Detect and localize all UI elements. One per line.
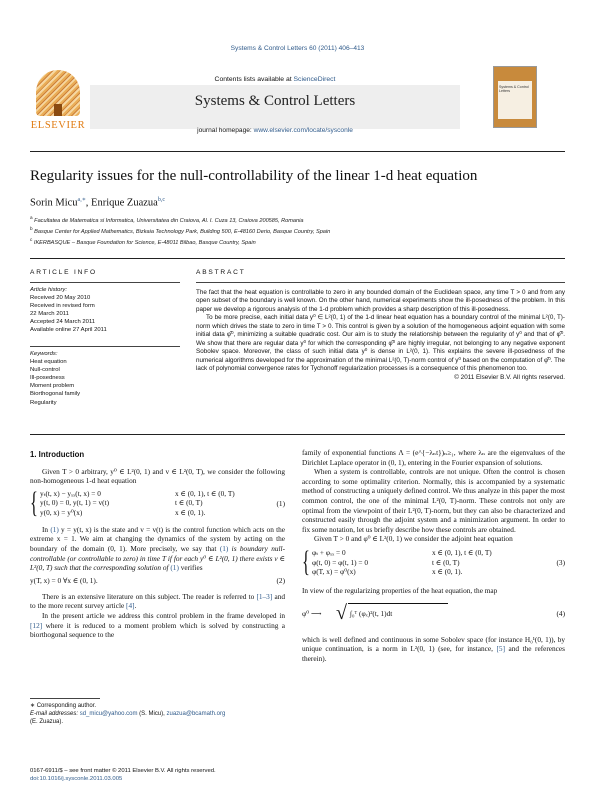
equation-3 bbox=[302, 544, 565, 580]
author-micu[interactable]: Sorin Micu bbox=[30, 197, 78, 209]
front-matter-footer bbox=[30, 767, 216, 783]
equation-ref-link[interactable]: (1) bbox=[170, 563, 179, 573]
keyword-item: Ill-posedness bbox=[30, 375, 65, 382]
equation-2 bbox=[30, 576, 285, 588]
footnote-rule bbox=[30, 698, 100, 699]
affiliation-mark: a bbox=[30, 215, 33, 220]
eq3-line: φ(t, 0) = φ(t, 1) = 0 bbox=[312, 557, 368, 567]
affiliation-b bbox=[30, 226, 330, 235]
text-run: and the references therein). bbox=[302, 644, 565, 663]
history-item: Received 20 May 2010 bbox=[30, 295, 91, 302]
equation-number: (4) bbox=[556, 608, 565, 618]
right-column bbox=[302, 448, 565, 663]
body-paragraph bbox=[302, 635, 565, 664]
eq2-body: y(T, x) = 0 ∀x ∈ (0, 1). bbox=[30, 575, 98, 585]
cover-title: Systems & Control Letters bbox=[499, 85, 529, 93]
elsevier-logo bbox=[30, 66, 86, 138]
abstract-body bbox=[196, 289, 565, 382]
eq3-line: φ(T, x) = φ⁰(x) bbox=[312, 567, 356, 577]
body-paragraph: family of exponential functions Λ = (e^{−λₙt})ₙ≥₁, where λₙ are the eigenvalues of the Dirichlet Laplace operator in (0, 1), entering in the Fourier expansion of solutions. bbox=[302, 448, 565, 467]
journal-cover-thumbnail bbox=[493, 66, 537, 128]
citation-link[interactable]: [12] bbox=[30, 620, 43, 630]
history-label: Article history: bbox=[30, 287, 67, 293]
homepage-prefix: journal homepage: bbox=[197, 127, 254, 134]
intro-paragraph: Given T > 0 arbitrary, y⁰ ∈ L²(0, 1) and v ∈ L²(0, T), we consider the following non-homogeneous 1-d heat equation bbox=[30, 466, 285, 486]
eq1-condition: x ∈ (0, 1). bbox=[175, 507, 206, 517]
history-item: Accepted 24 March 2011 bbox=[30, 319, 96, 326]
text-run: and to the more recent survey article bbox=[30, 591, 285, 611]
author-line bbox=[30, 196, 165, 209]
keyword-item: Regularity bbox=[30, 399, 57, 406]
tree-trunk-icon bbox=[54, 104, 62, 116]
intro-paragraph bbox=[30, 525, 285, 573]
affiliation-mark: b bbox=[30, 226, 33, 231]
affiliation-text: Facultatea de Matematica si Informatica, Universitatea din Craiova, Al. I. Cuza 13, Craiova 200585, Romania bbox=[34, 217, 304, 224]
affiliation-text: Basque Center for Applied Mathematics, Bizkaia Technology Park, Building 500, E-48160 Derio, Basque Country, Spain bbox=[34, 228, 331, 235]
text-run: . bbox=[134, 601, 137, 611]
equation-number: (1) bbox=[276, 498, 285, 508]
eq3-condition: t ∈ (0, T) bbox=[432, 557, 460, 567]
journal-name: Systems & Control Letters bbox=[194, 93, 356, 109]
citation-link[interactable]: [1–3] bbox=[256, 591, 273, 601]
abstract-heading: ABSTRACT bbox=[196, 269, 246, 276]
contents-line bbox=[90, 76, 460, 83]
email-link-zuazua[interactable]: zuazua@bcamath.org bbox=[166, 711, 226, 717]
eq3-condition: x ∈ (0, 1). bbox=[432, 567, 463, 577]
keyword-item: Heat equation bbox=[30, 359, 67, 366]
keywords-rule bbox=[30, 346, 180, 347]
author1-marks[interactable]: a,∗ bbox=[77, 197, 86, 203]
header-rule bbox=[30, 151, 565, 152]
history-item: 22 March 2011 bbox=[30, 311, 69, 318]
text-run: In bbox=[42, 524, 51, 534]
keyword-item: Biorthogonal family bbox=[30, 391, 81, 398]
abstract-rule bbox=[196, 282, 565, 283]
abstract-paragraph: To be more precise, each initial data y⁰ ∈ L²(0, 1) of the 1-d linear heat equation has a boundary control of the minimal L²(0, T)-norm which drives the state to zero in time T > 0. This control is given by a solution of the homogeneous adjoint equation with some initial data φ̂⁰, minimizing a suitable quadratic cost. Our aim is to study the relationship between the regularity of y⁰ and that of φ̂⁰. We show that there are regular data y⁰ for which the corresponding φ̂⁰ are highly irregular, not belonging to any negative exponent Sobolev space. Moreover, the class of such initial data y⁰ is dense in L²(0, 1). This explains the severe ill-posedness of the numerical algorithms developed for the approximation of the minimal L²(0, T)-norm control of y⁰ based on the computation of φ̂⁰. The lack of polynomial convergence rates for Tychonoff regularization processes is a consequence of this phenomenon too. bbox=[196, 314, 565, 373]
equation-4 bbox=[302, 601, 565, 631]
footnote-mark: ∗ bbox=[30, 703, 36, 709]
brace-symbol: { bbox=[30, 485, 38, 519]
abstract-paragraph: The fact that the heat equation is controllable to zero in any bounded domain of the Euclidean space, any time T > 0 and from any open subset of the boundary is well known. On the other hand, numerical experiments show the ill-posedness of the problem. In this paper we develop a rigorous analysis of the 1-d problem which provides a sharp description of this ill-posedness. bbox=[196, 289, 565, 313]
text-run: There is an extensive literature on this subject. The reader is referred to bbox=[42, 591, 257, 601]
article-info-rule bbox=[30, 282, 180, 283]
article-title: Regularity issues for the null-controllability of the linear 1-d heat equation bbox=[30, 168, 478, 184]
affiliation-c bbox=[30, 237, 256, 246]
sqrt-symbol: √ bbox=[336, 601, 347, 624]
text-run: where it is reduced to a moment problem which is solved by constructing a biorthogonal sequence to the bbox=[30, 620, 285, 640]
body-paragraph: In view of the regularizing properties of the heat equation, the map bbox=[302, 585, 498, 595]
left-column bbox=[30, 450, 285, 640]
issn-line: 0167-6911/$ – see front matter © 2011 Elsevier B.V. All rights reserved. bbox=[30, 768, 216, 774]
equation-ref-link[interactable]: (1) bbox=[50, 524, 59, 534]
footnote bbox=[30, 702, 285, 726]
sciencedirect-link[interactable]: ScienceDirect bbox=[293, 76, 336, 83]
article-info-heading: ARTICLE INFO bbox=[30, 269, 97, 276]
homepage-link[interactable]: www.elsevier.com/locate/sysconle bbox=[253, 127, 353, 134]
email-owner: (E. Zuazua). bbox=[30, 719, 64, 725]
citation-link[interactable]: [4] bbox=[126, 601, 135, 611]
equation-ref-link[interactable]: (1) bbox=[219, 543, 229, 553]
eq1-condition: x ∈ (0, 1), t ∈ (0, T) bbox=[175, 488, 235, 498]
text-run: In the present article we address this control problem in the frame developed in bbox=[42, 610, 285, 620]
eq1-line: y(t, 0) = 0, y(t, 1) = v(t) bbox=[40, 498, 110, 508]
intro-paragraph bbox=[30, 592, 285, 611]
body-paragraph: When a system is controllable, controls are not unique. Often the control is chosen according to some optimality criterion. Normally, this is accompanied by a systematic method of constructing a uniquely defined control. We thus analyze in this paper the most common control, the one of the minimal L²(0, T)-norm. These controls not only are optimal from the viewpoint of their L²(0, T)-norm, but they can also be characterized and constructed easily through the adjoint system and a minimization argument. In order to fix some notation, let us briefly describe how these controls are obtained. bbox=[302, 467, 565, 534]
contents-prefix: Contents lists available at bbox=[214, 76, 294, 83]
email-label: E-mail addresses: bbox=[30, 711, 80, 717]
affiliation-a bbox=[30, 215, 304, 224]
abstract-bottom-rule bbox=[30, 434, 565, 435]
eq4-left: φ⁰ ⟶ bbox=[302, 608, 322, 618]
eq4-right: ∫₀ᵀ (φₓ)²(t, 1)dt bbox=[350, 608, 393, 618]
email-owner: (S. Micu), bbox=[137, 711, 167, 717]
equation-1 bbox=[30, 485, 285, 521]
text-run: is boundary null-controllable (or controllable to zero) in time T if for each y⁰ ∈ L²(0, 1) there exists v ∈ L²(0, T) such that the corresponding solution of bbox=[30, 543, 286, 573]
doi-link[interactable]: doi:10.1016/j.sysconle.2011.03.005 bbox=[30, 776, 123, 782]
email-link-micu[interactable]: sd_micu@yahoo.com bbox=[79, 711, 138, 717]
keyword-item: Null-control bbox=[30, 367, 60, 374]
eq3-line: φₜ + φₓₓ = 0 bbox=[312, 547, 346, 557]
eq1-condition: t ∈ (0, T) bbox=[175, 498, 203, 508]
author-separator: , bbox=[85, 197, 92, 209]
author2-marks[interactable]: b,c bbox=[157, 197, 165, 203]
publisher-wordmark: ELSEVIER bbox=[30, 120, 86, 131]
eq3-condition: x ∈ (0, 1), t ∈ (0, T) bbox=[432, 547, 492, 557]
text-run: which is well defined and continuous in some Sobolev space (for instance H₀¹(0, 1)), by unique continuation, is a norm in L²(0, 1) (see, for instance, bbox=[302, 634, 565, 654]
journal-homepage bbox=[90, 127, 460, 134]
keywords-block bbox=[30, 350, 180, 407]
section-heading: 1. Introduction bbox=[30, 450, 85, 459]
sqrt-bar bbox=[348, 603, 448, 604]
article-history bbox=[30, 286, 180, 335]
affiliation-text: IKERBASQUE – Basque Foundation for Science, E-48011 Bilbao, Basque Country, Spain bbox=[33, 239, 256, 246]
keyword-item: Moment problem bbox=[30, 383, 75, 390]
abstract-copyright: © 2011 Elsevier B.V. All rights reserved. bbox=[454, 373, 565, 381]
journal-citation[interactable]: Systems & Control Letters 60 (2011) 406–413 bbox=[230, 45, 365, 52]
author-zuazua[interactable]: Enrique Zuazua bbox=[91, 197, 158, 209]
body-paragraph: Given T > 0 and φ⁰ ∈ L²(0, 1) we consider the adjoint heat equation bbox=[314, 534, 513, 544]
citation-link[interactable]: [5] bbox=[496, 644, 506, 654]
equation-number: (3) bbox=[556, 557, 565, 567]
footnote-label: Corresponding author. bbox=[35, 703, 97, 709]
history-item: Received in revised form bbox=[30, 303, 95, 310]
eq1-line: yₜ(t, x) − yₓₓ(t, x) = 0 bbox=[40, 488, 101, 498]
text-run: verifies bbox=[178, 563, 203, 573]
eq1-line: y(0, x) = y⁰(x) bbox=[40, 507, 83, 517]
info-top-rule bbox=[30, 258, 565, 259]
affiliation-mark: c bbox=[30, 237, 33, 242]
equation-number: (2) bbox=[276, 575, 285, 585]
keywords-label: Keywords: bbox=[30, 351, 58, 357]
intro-paragraph bbox=[30, 611, 285, 640]
history-item: Available online 27 April 2011 bbox=[30, 327, 107, 334]
brace-symbol: { bbox=[302, 544, 310, 578]
text-run: y = y(t, x) is the state and v = v(t) is the control function which acts on the extreme x = 1. We aim at changing the dynamics of the system by acting on the boundary of the domain (0, 1). More precisely, we say that bbox=[30, 524, 286, 553]
